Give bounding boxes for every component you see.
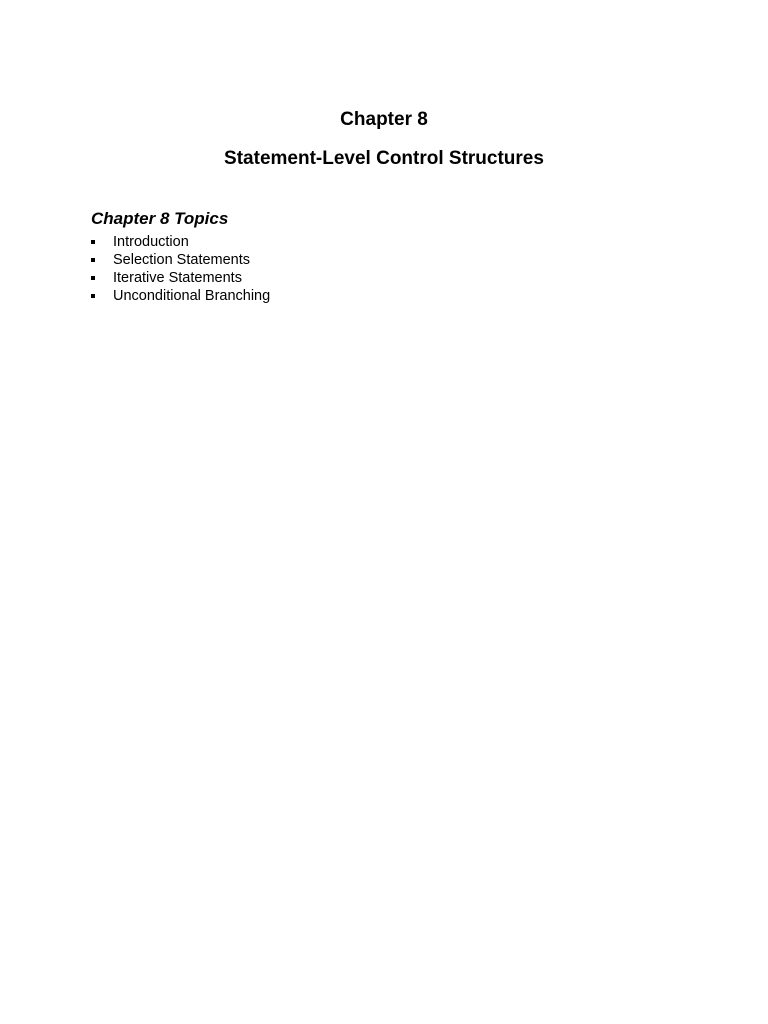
chapter-number: Chapter 8 (340, 109, 428, 130)
topic-label: Unconditional Branching (113, 288, 271, 304)
square-bullet-icon (91, 276, 95, 280)
square-bullet-icon (91, 240, 95, 244)
section-heading: Chapter 8 Topics (91, 209, 229, 228)
topic-label: Selection Statements (113, 252, 251, 268)
chapter-title: Statement-Level Control Structures (224, 148, 544, 169)
topic-label: Introduction (113, 234, 189, 250)
topic-label: Iterative Statements (113, 270, 242, 286)
square-bullet-icon (91, 294, 95, 298)
square-bullet-icon (91, 258, 95, 262)
